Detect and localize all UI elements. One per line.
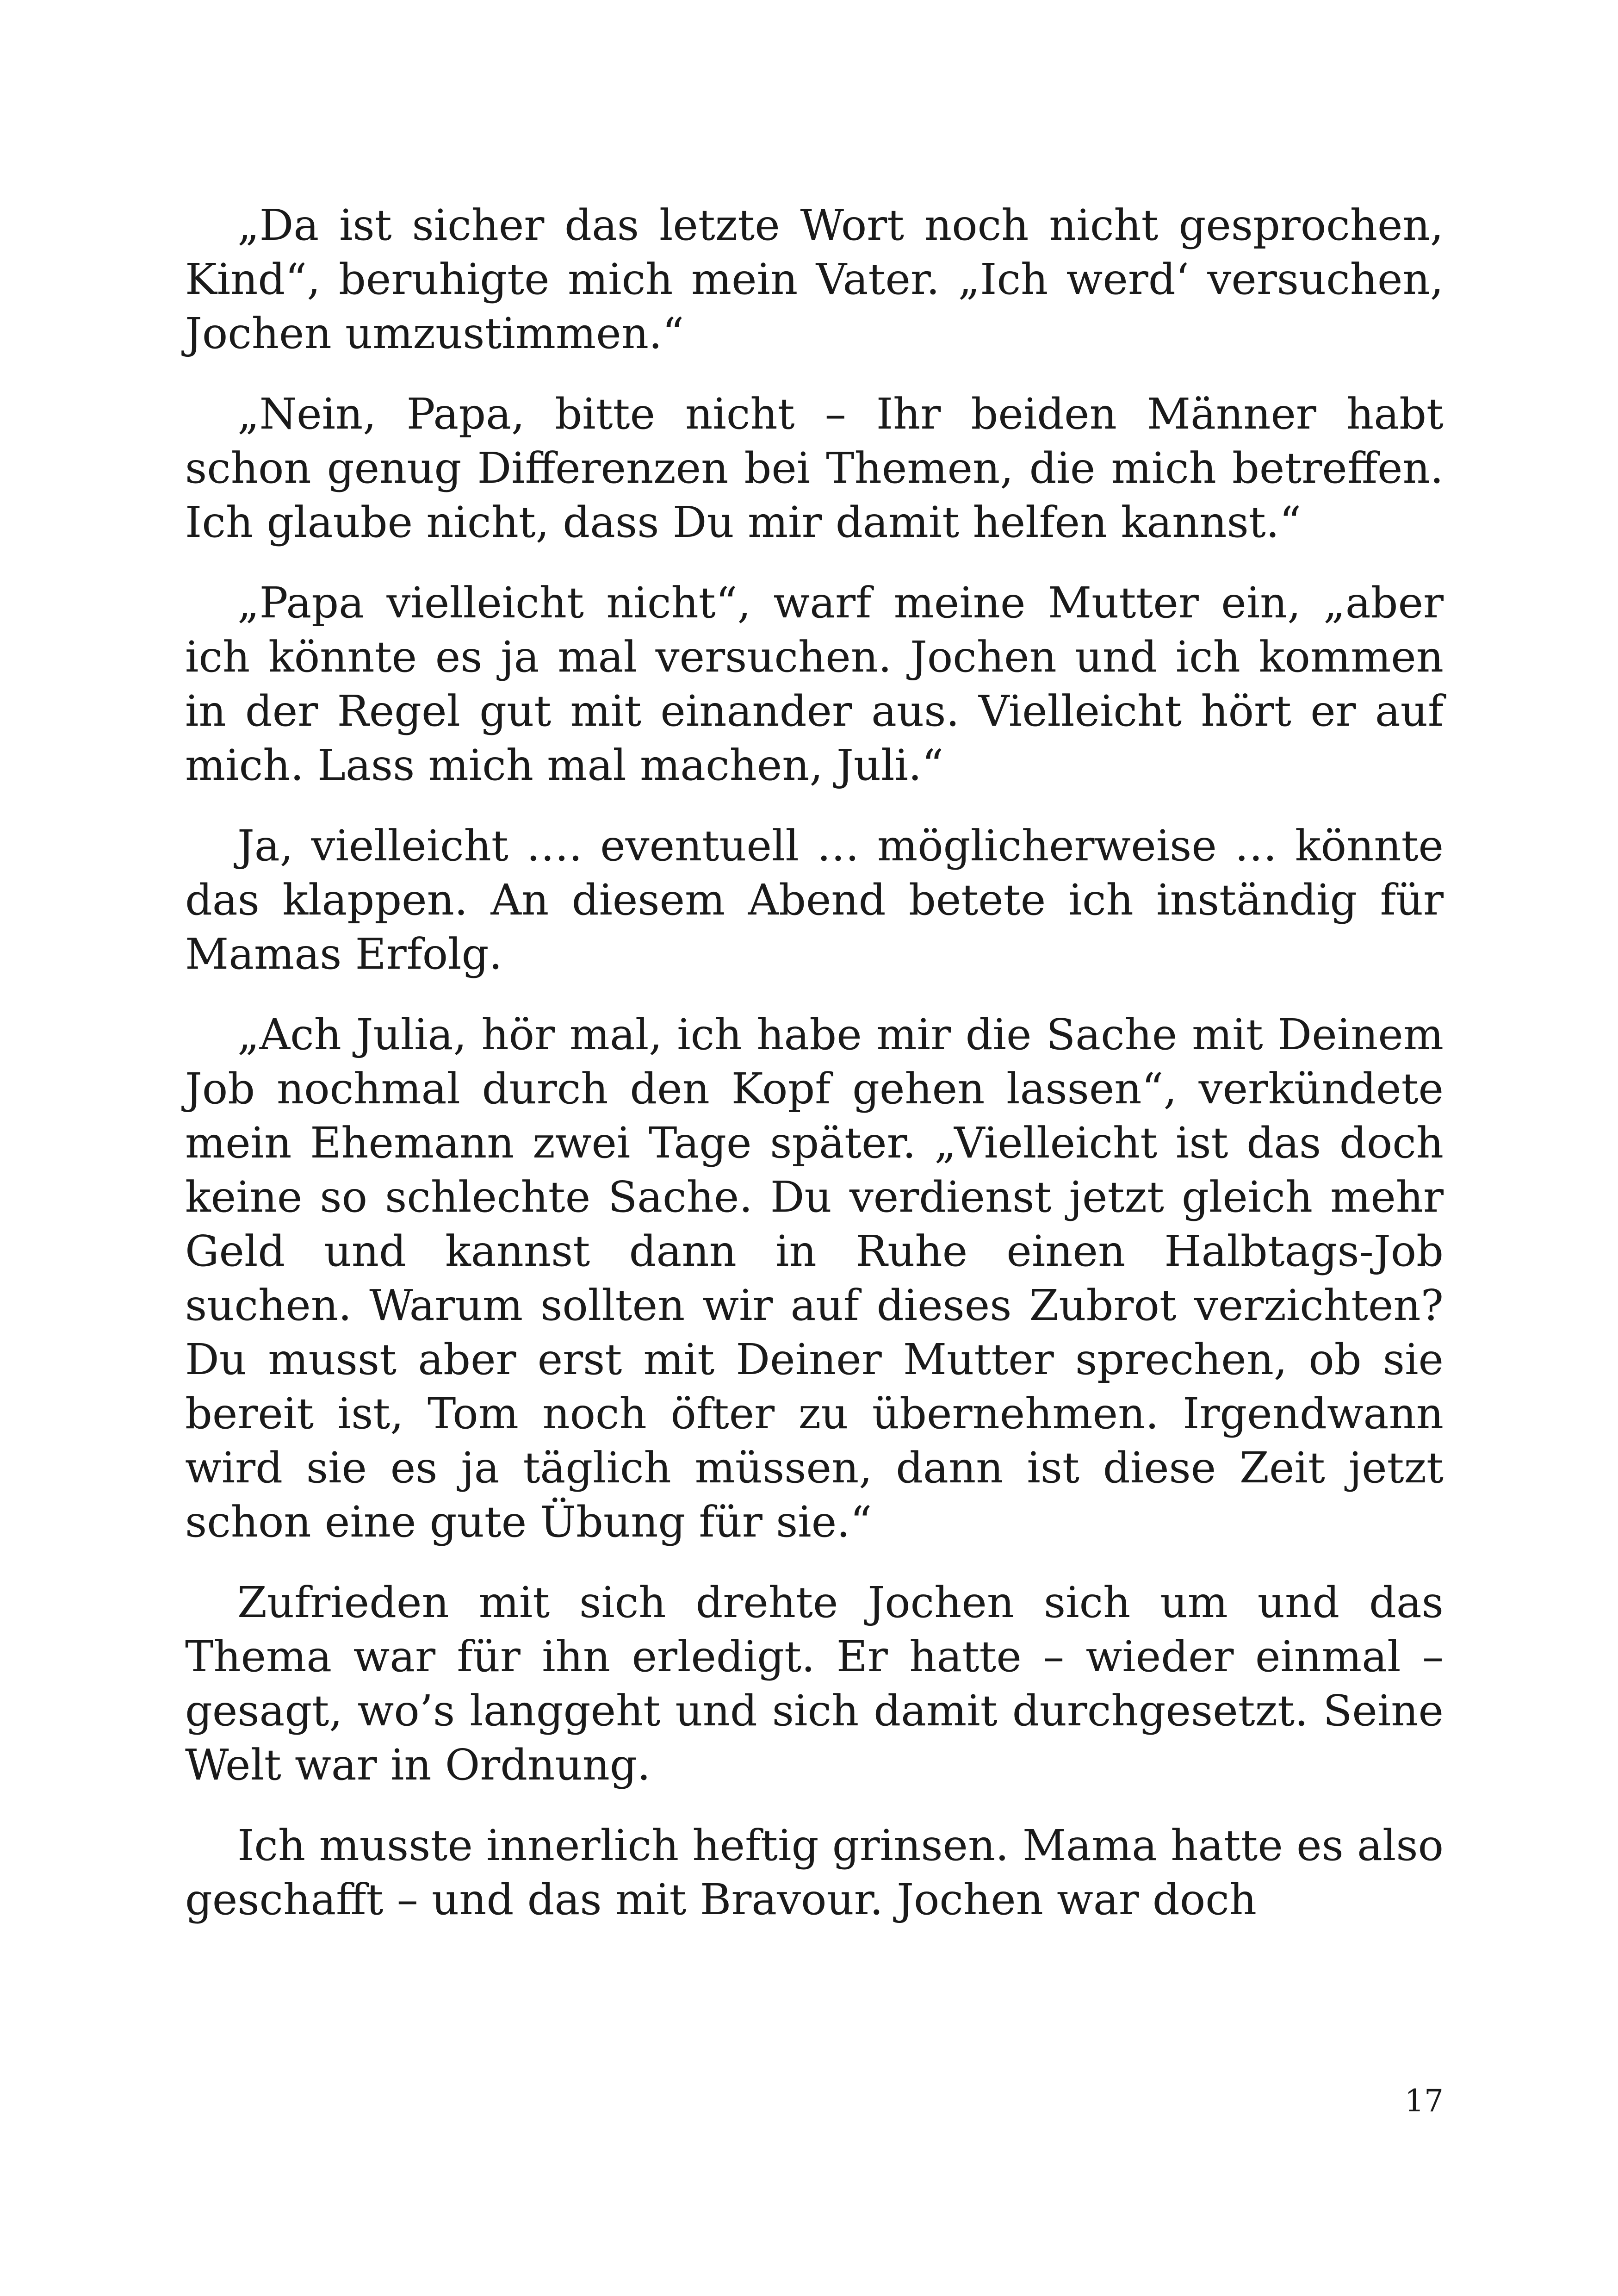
paragraph: Zufrieden mit sich drehte Jochen sich um und das Thema war für ihn erledigt. Er hatte – wieder einmal – gesagt, wo’s langgeht und sich damit durchgesetzt. Seine Welt war in Ordnung. (185, 1578, 1444, 1790)
paragraph: „Nein, Papa, bitte nicht – Ihr beiden Männer habt schon genug Differenzen bei Themen, die mich betreffen. Ich glaube nicht, dass Du mir damit helfen kannst.“ (185, 389, 1444, 547)
paragraph: Ich musste innerlich heftig grinsen. Mama hatte es also geschafft – und das mit Bravour. Jochen war doch (185, 1821, 1444, 1924)
paragraph: „Da ist sicher das letzte Wort noch nicht gesprochen, Kind“, beruhigte mich mein Vater. „Ich werd‘ versuchen, Jochen umzustimmen.“ (185, 200, 1444, 358)
body-text (185, 198, 1444, 1953)
page-number: 17 (1405, 2083, 1444, 2119)
paragraph: „Papa vielleicht nicht“, warf meine Mutter ein, „aber ich könnte es ja mal versuchen. Jochen und ich kommen in der Regel gut mit einander aus. Vielleicht hört er auf mich. Lass mich mal machen, Juli.“ (185, 578, 1444, 790)
paragraph: Ja, vielleicht …. eventuell … möglicherweise … könnte das klappen. An diesem Abend betete ich inständig für Mamas Erfolg. (185, 821, 1444, 979)
paragraph: „Ach Julia, hör mal, ich habe mir die Sache mit Deinem Job nochmal durch den Kopf gehen lassen“, verkündete mein Ehemann zwei Tage später. „Vielleicht ist das doch keine so schlechte Sache. Du verdienst jetzt gleich mehr Geld und kannst dann in Ruhe einen Halbtags-Job suchen. Warum sollten wir auf dieses Zubrot verzichten? Du musst aber erst mit Deiner Mutter sprechen, ob sie bereit ist, Tom noch öfter zu übernehmen. Irgendwann wird sie es ja täglich müssen, dann ist diese Zeit jetzt schon eine gute Übung für sie.“ (185, 1010, 1444, 1547)
